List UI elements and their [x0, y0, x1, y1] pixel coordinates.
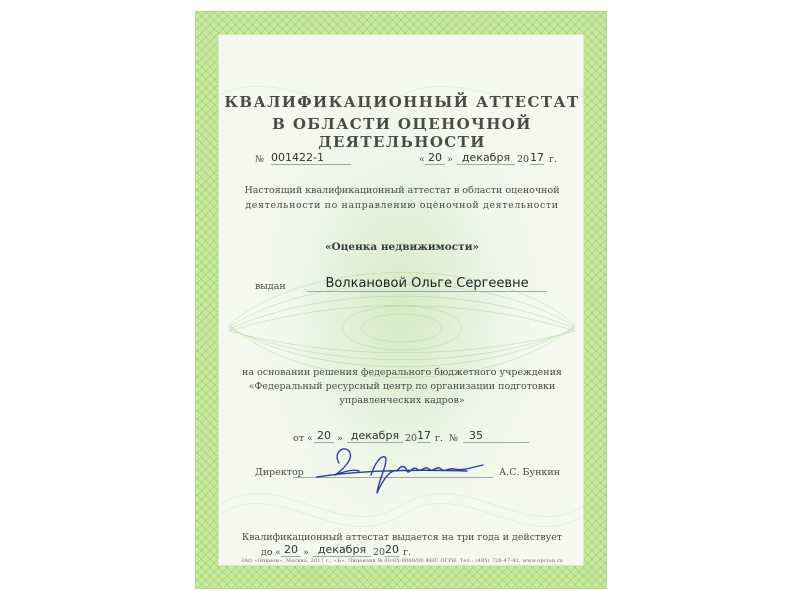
number-prefix: № — [255, 154, 264, 165]
certificate-border — [196, 12, 606, 588]
valid-year-prefix: 20 — [373, 547, 386, 558]
certificate-title-line1: КВАЛИФИКАЦИОННЫЙ АТТЕСТАТ — [224, 93, 580, 111]
valid-quote-close: » — [303, 547, 309, 558]
issue-year-suffix: 17 — [530, 151, 544, 164]
issue-quote-close: » — [447, 154, 453, 165]
decision-quote-open: « — [307, 433, 313, 444]
valid-month: декабря — [313, 543, 371, 557]
director-name: А.С. Бункин — [499, 467, 561, 478]
intro-line2: деятельности по направлению оценочной деятельности — [245, 200, 559, 211]
issue-month: декабря — [457, 151, 515, 165]
valid-quote-open: « — [275, 547, 281, 558]
valid-day: 20 — [281, 543, 301, 557]
basis-line1: на основании решения федерального бюджетного учреждения — [242, 367, 562, 378]
decision-day: 20 — [314, 429, 334, 443]
certificate-title-line2: В ОБЛАСТИ ОЦЕНОЧНОЙ ДЕЯТЕЛЬНОСТИ — [272, 115, 532, 151]
issue-day: 20 — [425, 151, 445, 165]
decision-month: декабря — [347, 429, 403, 443]
valid-year-suffix: 20 — [385, 543, 399, 556]
decision-year-suffix: 17 — [417, 429, 431, 442]
decision-number: 35 — [463, 429, 529, 443]
intro-line1: Настоящий квалификационный аттестат в области оценочной — [244, 185, 560, 196]
director-label: Директор — [255, 467, 304, 478]
director-signature — [297, 435, 497, 495]
certificate-number: 001422-1 — [271, 151, 351, 165]
issue-year-unit: г. — [549, 154, 557, 165]
issued-label: выдан — [255, 281, 286, 292]
assessment-direction: «Оценка недвижимости» — [324, 241, 480, 253]
decision-from: от — [293, 433, 304, 444]
printer-footer: ЗАО «Опцион», Москва, 2017 г., «Б». Лицензия № 00-05-0000/00 ФНС ОГРН. Тел.: (495) 726-47-42, www.opcion.ru — [240, 558, 564, 564]
issue-year-prefix: 20 — [517, 154, 530, 165]
decision-no-label: № — [449, 433, 458, 444]
valid-until-label: до — [261, 547, 273, 558]
issue-quote-open: « — [419, 154, 425, 165]
validity-line: Квалификационный аттестат выдается на три года и действует — [241, 532, 563, 543]
valid-year-unit: г. — [403, 547, 411, 558]
decision-year-unit: г. — [435, 433, 443, 444]
basis-line3: управленческих кадров» — [339, 395, 465, 406]
certificate-paper — [218, 34, 584, 566]
holder-name: Волкановой Ольге Сергеевне — [307, 276, 547, 292]
decision-year-prefix: 20 — [405, 433, 418, 444]
basis-line2: «Федеральный ресурсный центр по организации подготовки — [248, 381, 556, 392]
decision-quote-close: » — [337, 433, 343, 444]
